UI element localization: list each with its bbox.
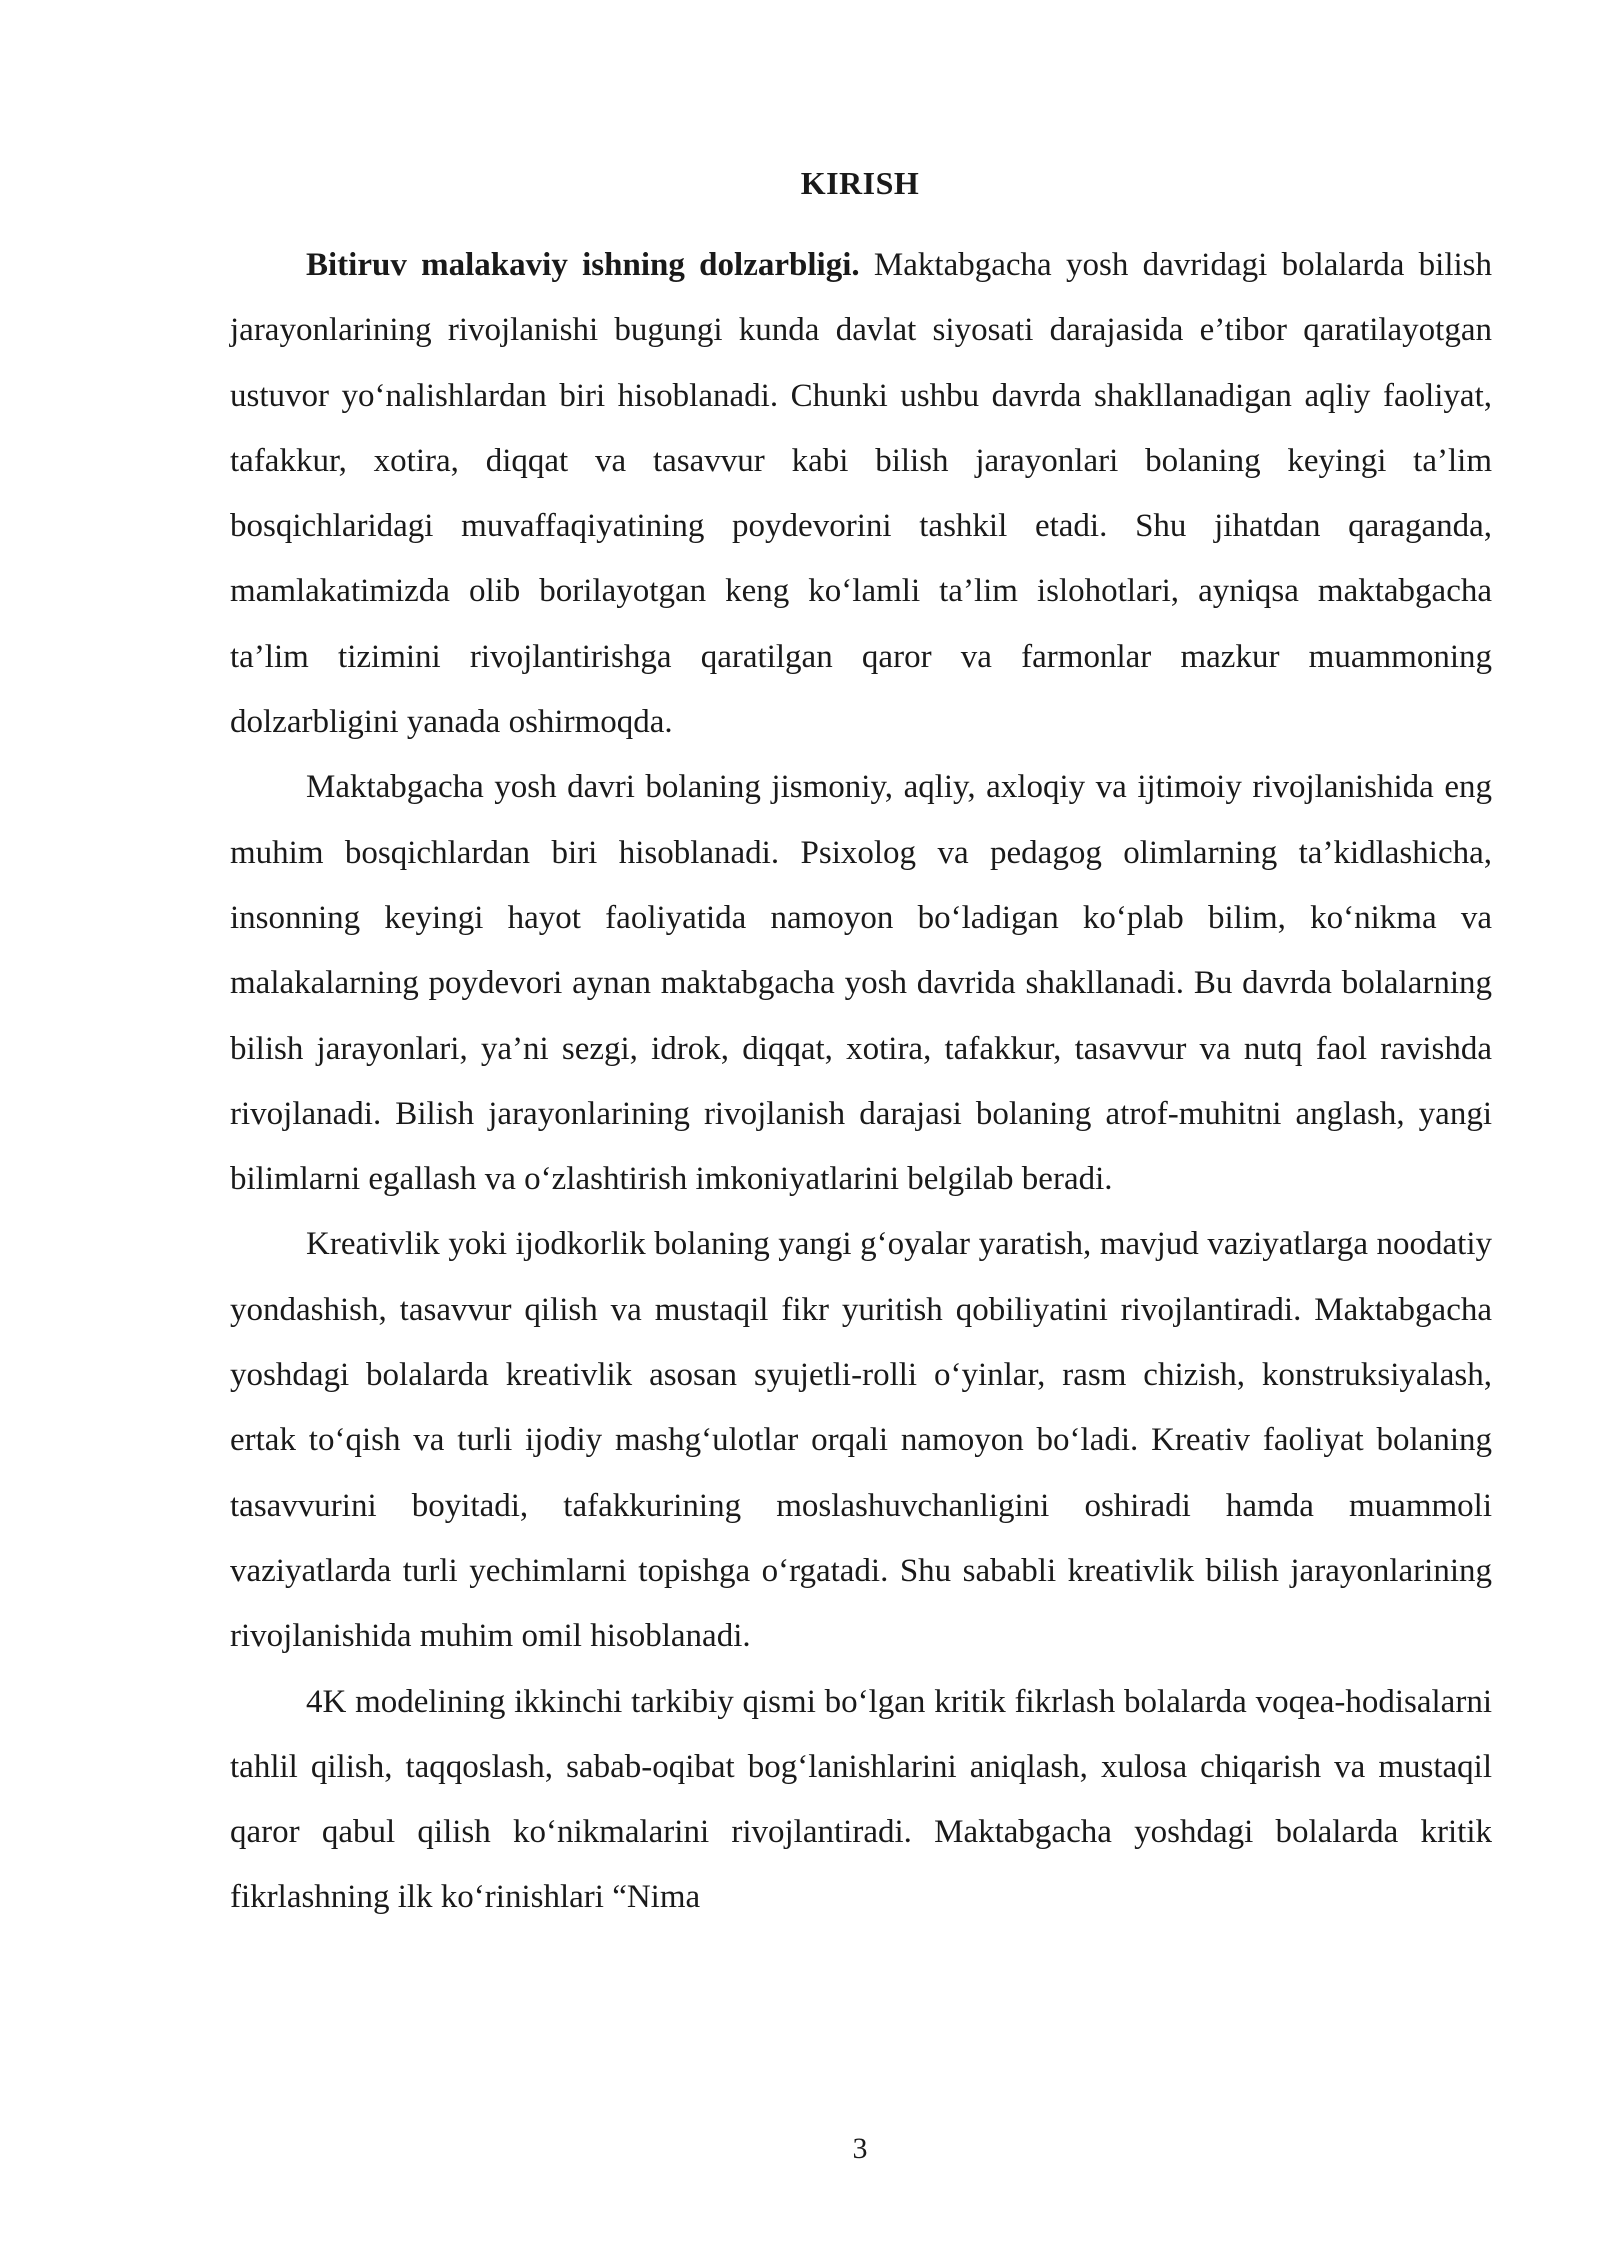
paragraph-1: [230, 233, 1492, 755]
paragraph-4: [230, 1670, 1492, 1931]
paragraph-3: [230, 1212, 1492, 1669]
paragraph-lead: Bitiruv malakaviy ishning dolzarbligi.: [306, 247, 860, 283]
paragraph-text: Maktabgacha yosh davridagi bolalarda bilish jarayonlarining rivojlanishi bugungi kunda davlat siyosati darajasida e’tibor qaratilayotgan ustuvor yo‘nalishlardan biri hisoblanadi. Chunki ushbu davrda shakllanadigan aqliy faoliyat, tafakkur, xotira, diqqat va tasavvur kabi bilish jarayonlari bolaning keyingi ta’lim bosqichlaridagi muvaffaqiyatining poydevorini tashkil etadi. Shu jihatdan qaraganda, mamlakatimizda olib borilayotgan keng ko‘lamli ta’lim islohotlari, ayniqsa maktabgacha ta’lim tizimini rivojlantirishga qaratilgan qaror va farmonlar mazkur muammoning dolzarbligini yanada oshirmoqda.: [230, 247, 1493, 741]
paragraph-text: 4K modelining ikkinchi tarkibiy qismi bo‘lgan kritik fikrlash bolalarda voqea-hodisalarni tahlil qilish, taqqoslash, sabab-oqibat bog‘lanishlarini aniqlash, xulosa chiqarish va mustaqil qaror qabul qilish ko‘nikmalarini rivojlantiradi. Maktabgacha yoshdagi bolalarda kritik fikrlashning ilk ko‘rinishlari “Nima: [230, 1683, 1492, 1916]
paragraph-2: [230, 755, 1492, 1212]
section-heading: KIRISH: [800, 165, 920, 201]
paragraph-text: Kreativlik yoki ijodkorlik bolaning yangi g‘oyalar yaratish, mavjud vaziyatlarga noodatiy yondashish, tasavvur qilish va mustaqil fikr yuritish qobiliyatini rivojlantiradi. Maktabgacha yoshdagi bolalarda kreativlik asosan syujetli-rolli o‘yinlar, rasm chizish, konstruksiyalash, ertak to‘qish va turli ijodiy mashg‘ulotlar orqali namoyon bo‘ladi. Kreativ faoliyat bolaning tasavvurini boyitadi, tafakkurining moslashuvchanligini oshiradi hamda muammoli vaziyatlarda turli yechimlarni topishga o‘rgatadi. Shu sababli kreativlik bilish jarayonlarining rivojlanishida muhim omil hisoblanadi.: [230, 1226, 1492, 1655]
page-number: 3: [852, 2132, 868, 2165]
body-text: [230, 233, 1492, 1931]
paragraph-text: Maktabgacha yosh davri bolaning jismoniy, aqliy, axloqiy va ijtimoiy rivojlanishida eng muhim bosqichlardan biri hisoblanadi. Psixolog va pedagog olimlarning ta’kidlashicha, insonning keyingi hayot faoliyatida namoyon bo‘ladigan ko‘plab bilim, ko‘nikma va malakalarning poydevori aynan maktabgacha yosh davrida shakllanadi. Bu davrda bolalarning bilish jarayonlari, ya’ni sezgi, idrok, diqqat, xotira, tafakkur, tasavvur va nutq faol ravishda rivojlanadi. Bilish jarayonlarining rivojlanish darajasi bolaning atrof-muhitni anglash, yangi bilimlarni egallash va o‘zlashtirish imkoniyatlarini belgilab beradi.: [230, 769, 1492, 1198]
